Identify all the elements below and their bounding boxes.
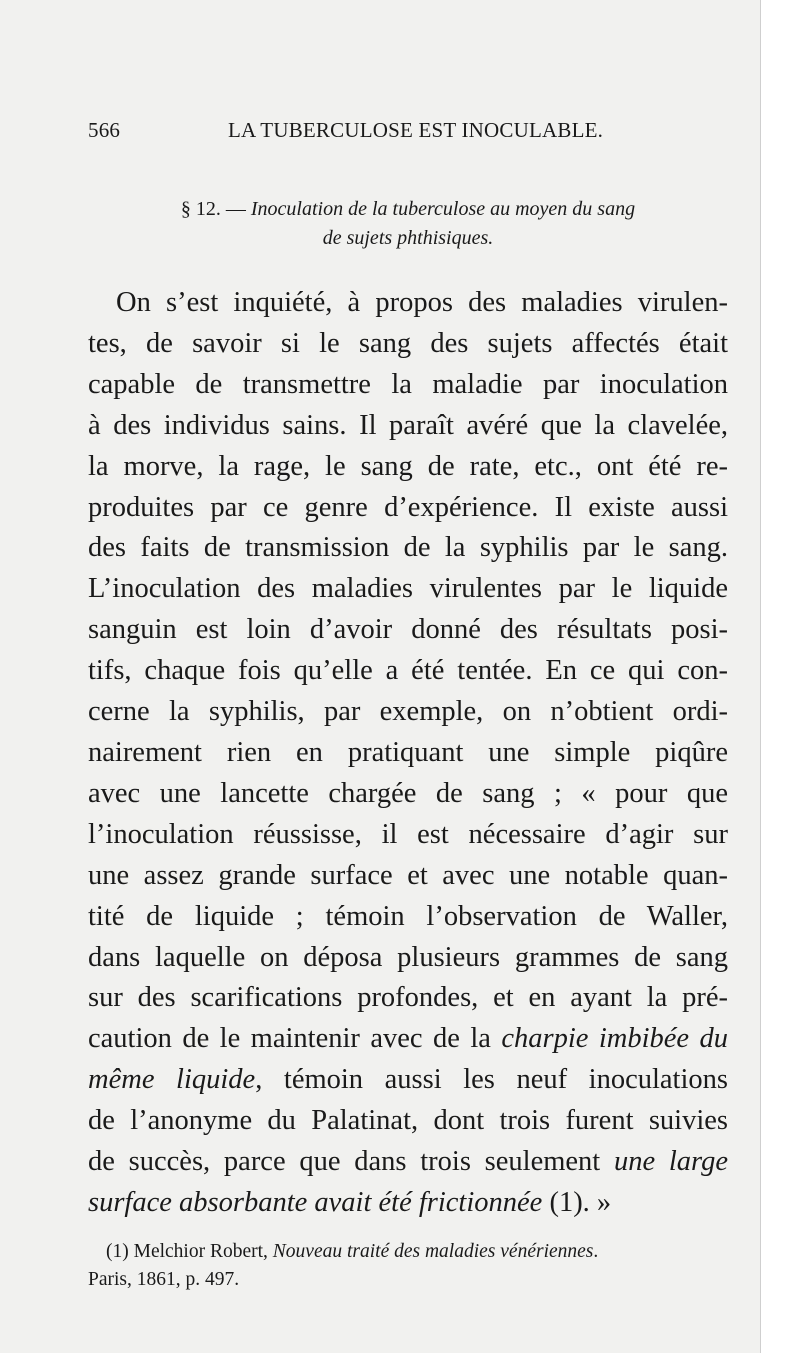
- text-line: [88, 1142, 728, 1183]
- text-line: produites par ce genre d’expérience. Il existe aussi: [88, 491, 728, 523]
- text-line: la morve, la rage, le sang de rate, etc., ont été re-: [88, 450, 728, 482]
- text-line: dans laquelle on déposa plusieurs grammes de sang: [88, 941, 728, 973]
- italic-run: une large: [613, 1146, 728, 1178]
- text-line: sanguin est loin d’avoir donné des résultats posi-: [88, 614, 728, 646]
- footnote-title: Nouveau traité des maladies vénériennes: [272, 1241, 594, 1262]
- section-heading: [88, 195, 728, 253]
- text-line: sur des scarifications profondes, et en ayant la pré-: [88, 982, 728, 1014]
- text-line: une assez grande surface et avec une notable quan-: [88, 859, 728, 891]
- footnote-marker: (1) Melchior Robert,: [106, 1241, 273, 1262]
- body-paragraph: [88, 283, 728, 1224]
- text-line: [88, 1183, 728, 1224]
- section-title-part-1: Inoculation de la tuberculose au moyen du sang: [250, 198, 636, 220]
- footnote-punct: .: [593, 1241, 599, 1262]
- text-run: de succès, parce que dans trois seulement: [88, 1146, 614, 1178]
- page-number: 566: [88, 118, 121, 142]
- italic-run: même liquide: [88, 1064, 256, 1096]
- footnote: [88, 1238, 728, 1294]
- text-line: [88, 1060, 728, 1101]
- section-heading-line-2: [88, 224, 728, 253]
- italic-run: surface absorbante avait été frictionnée: [88, 1186, 543, 1218]
- section-title-part-2: de sujets phthisiques.: [322, 227, 494, 249]
- text-run: , témoin aussi les neuf inoculations: [255, 1064, 728, 1096]
- text-line: [88, 1019, 728, 1060]
- running-title: LA TUBERCULOSE EST INOCULABLE.: [228, 118, 604, 142]
- text-line: cerne la syphilis, par exemple, on n’obtient ordi-: [88, 696, 728, 728]
- text-line: nairement rien en pratiquant une simple piqûre: [88, 736, 728, 768]
- text-line: L’inoculation des maladies virulentes par le liquide: [88, 573, 728, 605]
- text-run: (1). »: [542, 1186, 612, 1218]
- text-run: caution de le maintenir avec de la: [88, 1023, 502, 1055]
- text-line: tité de liquide ; témoin l’observation de Waller,: [88, 900, 728, 932]
- text-line: capable de transmettre la maladie par inoculation: [88, 368, 728, 400]
- text-line: avec une lancette chargée de sang ; « pour que: [88, 777, 728, 809]
- text-line: tes, de savoir si le sang des sujets affectés était: [88, 327, 728, 359]
- footnote-line: [88, 1238, 728, 1266]
- text-line: des faits de transmission de la syphilis par le sang.: [88, 532, 728, 564]
- text-line: tifs, chaque fois qu’elle a été tentée. En ce qui con-: [88, 655, 728, 687]
- text-line: de l’anonyme du Palatinat, dont trois furent suivies: [88, 1105, 728, 1137]
- section-number: § 12. —: [180, 198, 246, 220]
- text-line: à des individus sains. Il paraît avéré que la clavelée,: [88, 409, 728, 441]
- italic-run: charpie imbibée du: [501, 1023, 728, 1055]
- text-line: l’inoculation réussisse, il est nécessaire d’agir sur: [88, 818, 728, 850]
- section-heading-line-1: [88, 195, 728, 224]
- footnote-line: Paris, 1861, p. 497.: [88, 1269, 240, 1290]
- text-line: On s’est inquiété, à propos des maladies virulen-: [116, 287, 728, 318]
